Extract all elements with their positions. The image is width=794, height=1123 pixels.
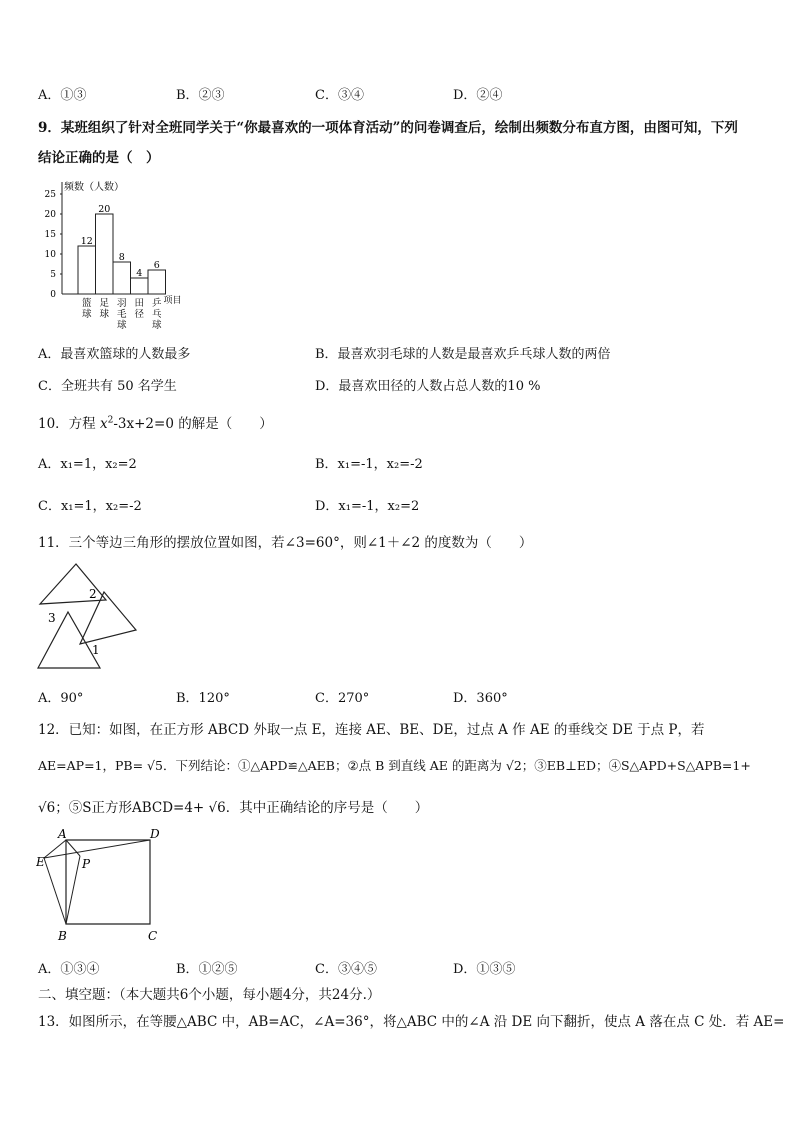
q12-stem-line3: √6；⑤S正方形ABCD=4+ √6．其中正确结论的序号是（ ） bbox=[38, 800, 429, 816]
q10-stem-post: -3x+2=0 的解是（ ） bbox=[113, 416, 273, 432]
q10-option-d: D．x₁=-1，x₂=2 bbox=[315, 499, 420, 514]
q11-option-d: D．360° bbox=[453, 691, 508, 706]
q12-stem-line2: AE=AP=1，PB= √5．下列结论：①△APD≌△AEB；②点 B 到直线 AE 的距离为 √2；③EB⊥ED；④S△APD+S△APB=1+ bbox=[38, 758, 751, 773]
q11-angle-label-1: 1 bbox=[92, 643, 100, 657]
category-label: 田 bbox=[134, 298, 145, 309]
q11-option-b: B．120° bbox=[176, 691, 230, 706]
bar-value-label: 8 bbox=[118, 252, 125, 263]
q9-option-b: B．最喜欢羽毛球的人数是最喜欢乒乓球人数的两倍 bbox=[315, 347, 611, 362]
q12-option-d: D．①③⑤ bbox=[453, 962, 516, 977]
bar bbox=[131, 278, 149, 294]
bar bbox=[96, 214, 114, 294]
q13-stem: 13．如图所示，在等腰△ABC 中，AB=AC，∠A=36°，将△ABC 中的∠A 沿 DE 向下翻折，使点 A 落在点 C 处．若 AE= bbox=[38, 1014, 785, 1030]
q12-label-p: P bbox=[82, 857, 91, 871]
bar bbox=[113, 262, 131, 294]
bar-value-label: 6 bbox=[153, 260, 160, 271]
q8-option-c: C．③④ bbox=[315, 88, 364, 103]
q8-option-b: B．②③ bbox=[176, 88, 225, 103]
q9-option-a: A．最喜欢篮球的人数最多 bbox=[38, 347, 191, 362]
q12-stem-line1: 12．已知：如图，在正方形 ABCD 外取一点 E，连接 AE、BE、DE，过点 A 作 AE 的垂线交 DE 于点 P，若 bbox=[38, 722, 705, 738]
category-label: 球 bbox=[99, 309, 110, 320]
q12-label-d: D bbox=[150, 827, 160, 841]
q8-option-d: D．②④ bbox=[453, 88, 503, 103]
q9-option-d: D．最喜欢田径的人数占总人数的10 % bbox=[315, 379, 541, 394]
q9-stem-line1: 9．某班组织了针对全班同学关于“你最喜欢的一项体育活动”的问卷调查后，绘制出频数分布直方图，由图可知，下列 bbox=[38, 120, 738, 136]
q11-option-a: A．90° bbox=[38, 691, 84, 706]
q12-label-c: C bbox=[148, 929, 158, 943]
y-axis-label: 频数（人数） bbox=[64, 182, 124, 193]
q8-option-a: A．①③ bbox=[38, 88, 87, 103]
q10-stem: 10．方程 $x^2-3x+2=0$ 的解是（ ） bbox=[38, 415, 273, 432]
category-label: 足 bbox=[99, 298, 110, 309]
q11-stem: 11．三个等边三角形的摆放位置如图，若∠3=60°，则∠1＋∠2 的度数为（ ） bbox=[38, 535, 533, 551]
category-label: 羽 bbox=[116, 298, 127, 309]
q11-angle-label-2: 2 bbox=[89, 587, 97, 601]
y-tick-label: 10 bbox=[44, 250, 56, 260]
category-label: 球 bbox=[151, 320, 162, 331]
y-tick-label: 20 bbox=[44, 210, 56, 220]
q12-label-e: E bbox=[36, 855, 45, 869]
bar bbox=[148, 270, 166, 294]
q12-square-figure bbox=[36, 826, 166, 948]
q12-option-b: B．①②⑤ bbox=[176, 962, 238, 977]
bar-value-label: 20 bbox=[98, 204, 111, 215]
q10-option-b: B．x₁=-1，x₂=-2 bbox=[315, 457, 423, 472]
category-label: 乓 bbox=[151, 309, 162, 320]
y-tick-label: 0 bbox=[50, 290, 56, 300]
bar-value-label: 4 bbox=[136, 268, 143, 279]
q11-option-c: C．270° bbox=[315, 691, 370, 706]
bar-value-label: 12 bbox=[80, 236, 93, 247]
q11-angle-label-3: 3 bbox=[48, 611, 56, 625]
category-label: 毛 bbox=[116, 309, 127, 320]
q9-histogram bbox=[40, 176, 220, 336]
q10-option-c: C．x₁=1，x₂=-2 bbox=[38, 499, 142, 514]
bar bbox=[78, 246, 96, 294]
q12-option-a: A．①③④ bbox=[38, 962, 100, 977]
q12-label-b: B bbox=[58, 929, 67, 943]
q9-stem-line2: 结论正确的是（ ） bbox=[38, 150, 160, 166]
y-tick-label: 15 bbox=[44, 230, 56, 240]
section-fill-in-heading: 二、填空题：（本大题共6个小题，每小题4分，共24分.） bbox=[38, 987, 381, 1003]
q10-option-a: A．x₁=1，x₂=2 bbox=[38, 457, 137, 472]
y-tick-label: 25 bbox=[44, 190, 56, 200]
q11-triangles-figure bbox=[36, 560, 142, 672]
q9-option-c: C．全班共有 50 名学生 bbox=[38, 379, 177, 394]
x-axis-label: 项目 bbox=[163, 296, 182, 306]
category-label: 篮 bbox=[81, 298, 92, 309]
category-label: 乒 bbox=[151, 298, 162, 309]
category-label: 球 bbox=[116, 320, 127, 331]
q10-stem-pre: 10．方程 bbox=[38, 416, 100, 432]
q12-option-c: C．③④⑤ bbox=[315, 962, 377, 977]
category-label: 径 bbox=[134, 309, 145, 320]
q12-label-a: A bbox=[58, 827, 67, 841]
category-label: 球 bbox=[81, 309, 92, 320]
y-tick-label: 5 bbox=[50, 270, 56, 280]
